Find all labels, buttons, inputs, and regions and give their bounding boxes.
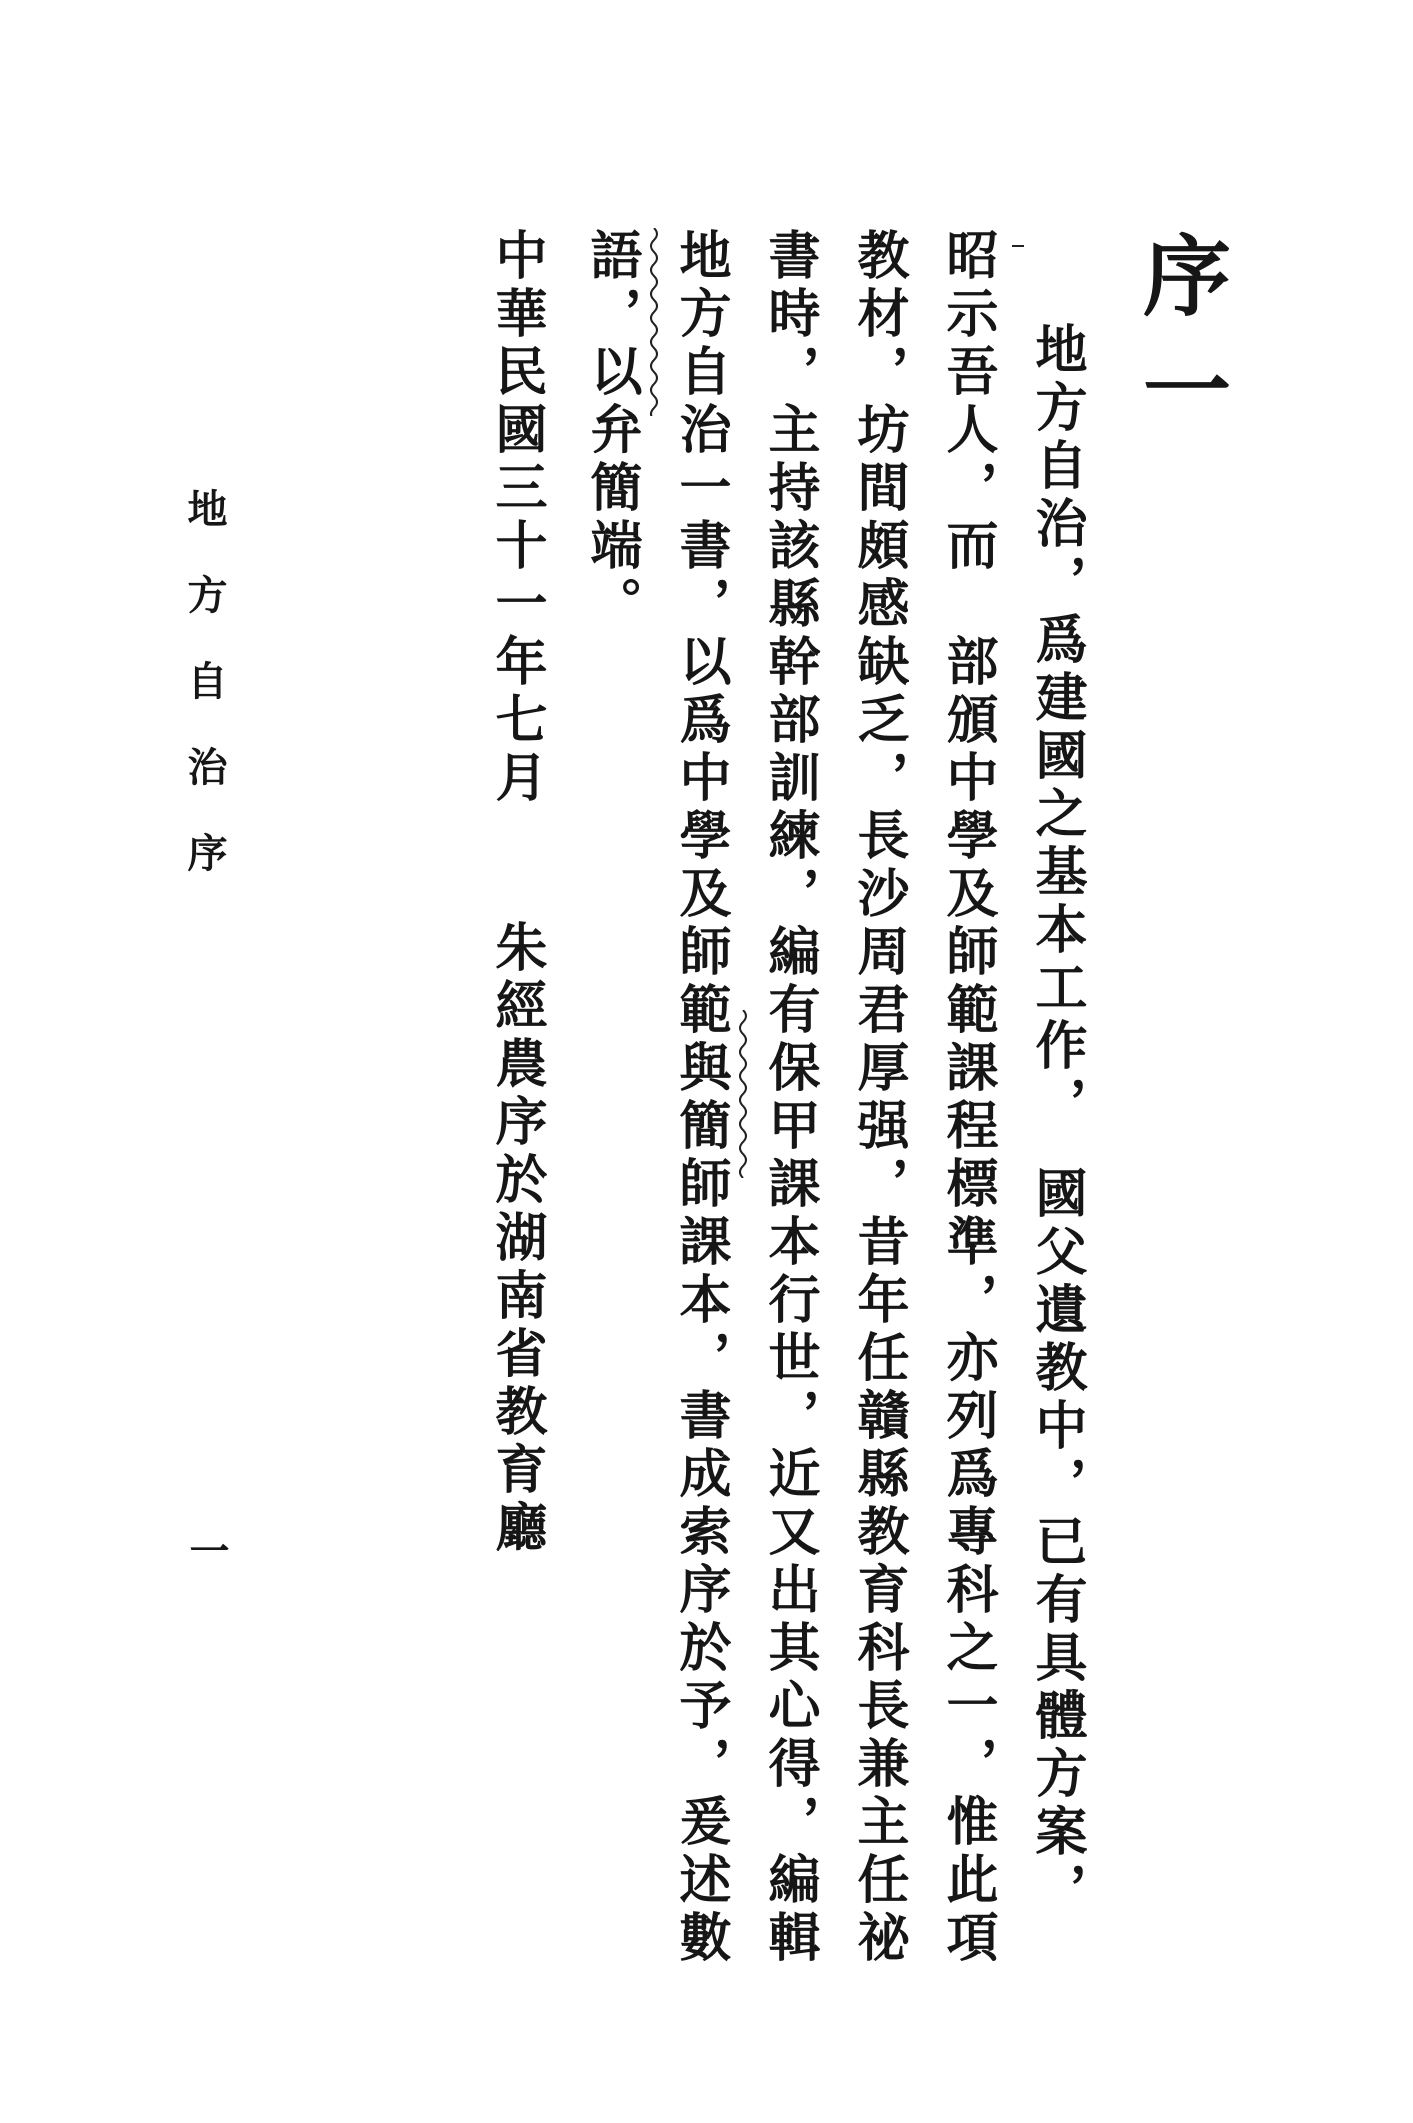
body-column-6: 語，以弁簡端。 <box>581 228 642 634</box>
body-column-5: 地方自治一書，以爲中學及師範與簡師課本，書成索序於予，爰述數 <box>670 228 731 1968</box>
wavy-mark-icon <box>1010 236 1026 256</box>
date-line: 中華民國三十一年七月 <box>486 228 547 808</box>
signature: 朱經農序於湖南省教育廳 <box>486 920 547 1558</box>
body-column-1: 地方自治，爲建國之基本工作， 國父遺教中，已有具體方案， <box>1026 322 1087 1920</box>
running-head: 地方自治序 <box>181 488 228 918</box>
body-column-2: 昭示吾人，而 部頒中學及師範課程標準，亦列爲專科之一，惟此項 <box>937 228 998 1968</box>
wavy-mark-icon <box>646 228 662 416</box>
page-title: 序一 <box>1129 230 1233 458</box>
wavy-mark-icon <box>735 1010 751 1178</box>
body-column-3: 教材，坊間頗感缺乏，長沙周君厚强，昔年任贛縣教育科長兼主任祕 <box>848 228 909 1968</box>
body-column-4: 書時，主持該縣幹部訓練，編有保甲課本行世，近又出其心得，編輯 <box>759 228 820 1968</box>
page-number: 一 <box>183 1530 230 1570</box>
